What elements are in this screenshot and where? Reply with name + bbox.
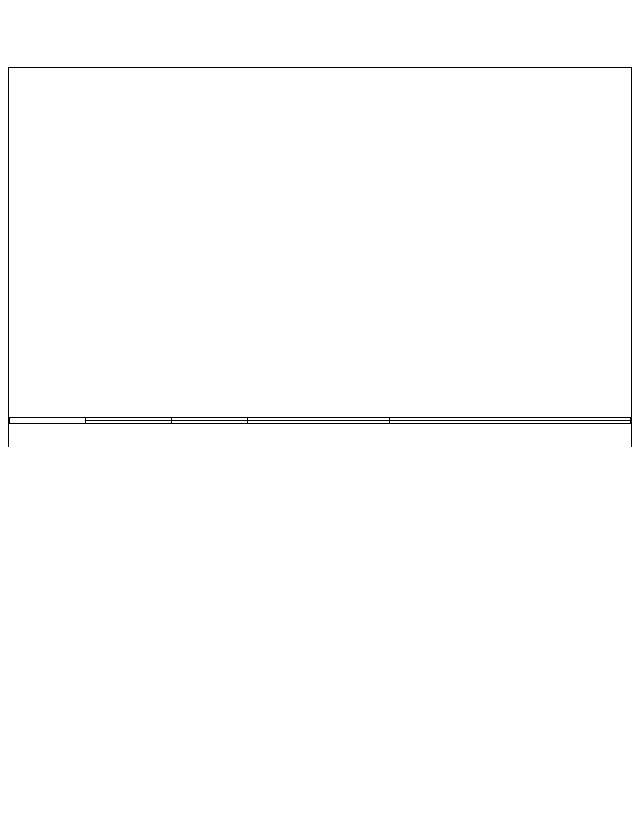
article-summary: [9, 424, 631, 430]
passage-label-cell: [10, 418, 86, 424]
gedu-logo: [14, 6, 104, 46]
passage-info-table: [9, 417, 631, 424]
previous-passage-section: [9, 68, 631, 417]
document-frame: [8, 67, 632, 447]
